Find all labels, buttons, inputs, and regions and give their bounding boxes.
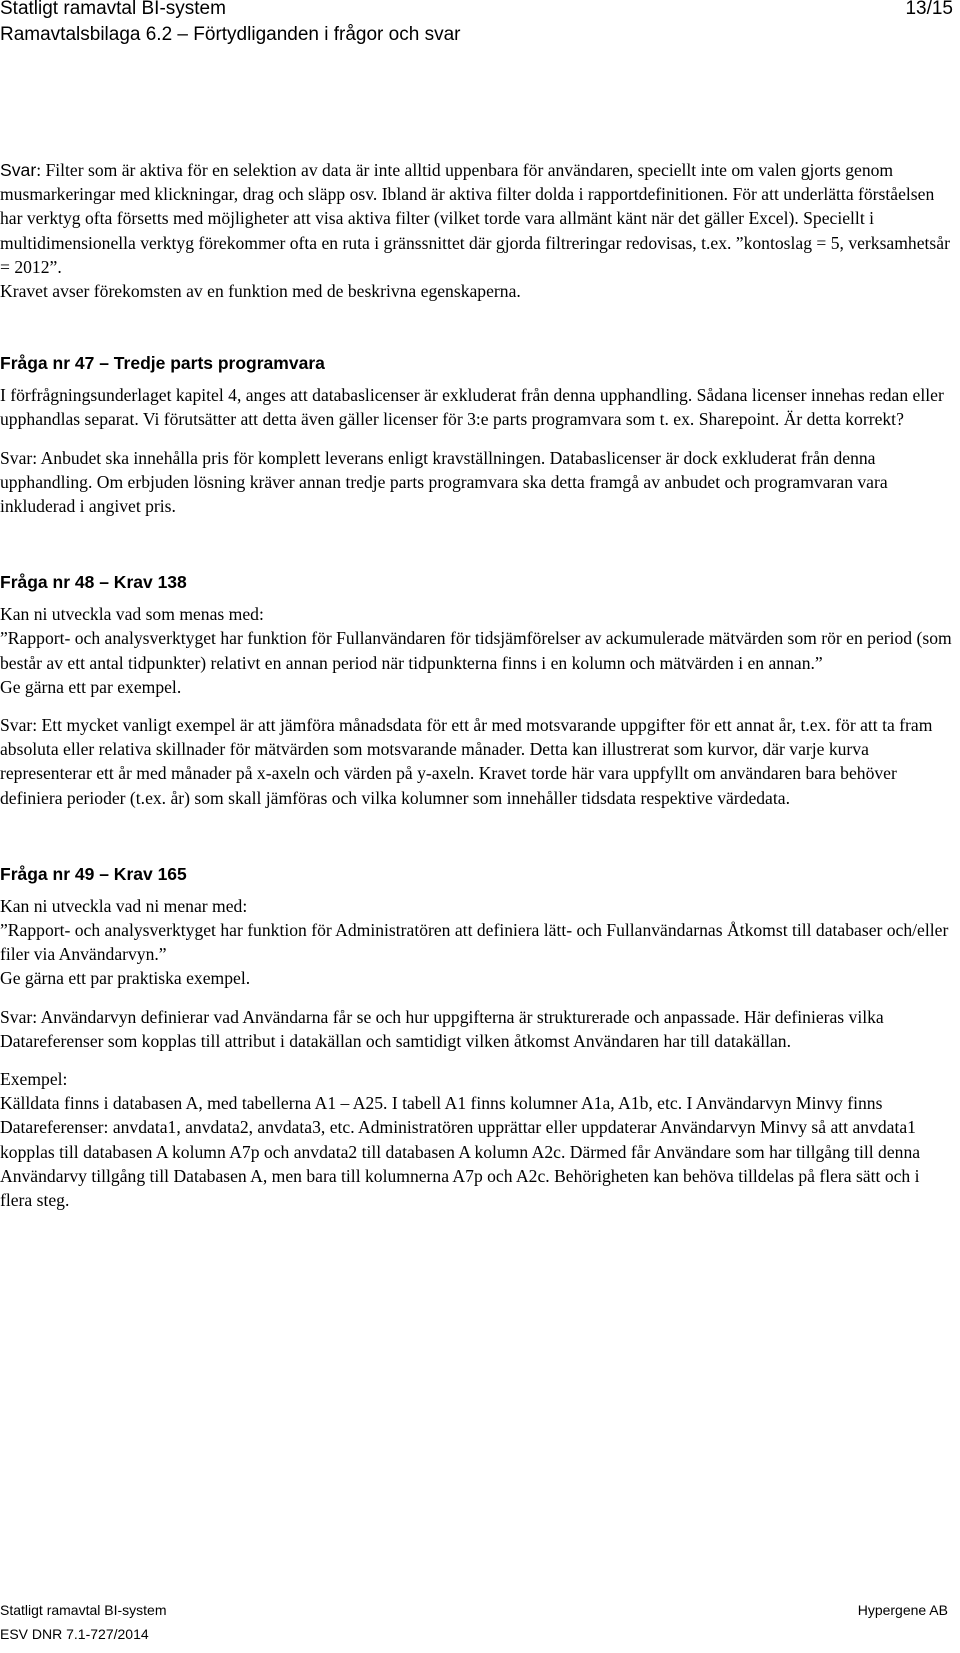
example-label: Exempel: bbox=[0, 1069, 68, 1090]
svar-label: Svar bbox=[0, 447, 33, 468]
intro-answer-section bbox=[0, 158, 955, 303]
question-48-intro: Kan ni utveckla vad som menas med: bbox=[0, 604, 264, 625]
question-48-request: Ge gärna ett par exempel. bbox=[0, 676, 182, 697]
document-subtitle: Ramavtalsbilaga 6.2 – Förtydliganden i frågor och svar bbox=[0, 24, 461, 45]
page-number: 13/15 bbox=[905, 0, 953, 19]
footer-document-title: Statligt ramavtal BI-system bbox=[0, 1602, 167, 1618]
question-47-section bbox=[0, 351, 955, 518]
question-48-section bbox=[0, 570, 955, 810]
question-49-heading: Fråga nr 49 – Krav 165 bbox=[0, 863, 187, 884]
footer-company: Hypergene AB bbox=[857, 1602, 948, 1618]
intro-answer-paragraph bbox=[0, 158, 955, 279]
question-49-section bbox=[0, 862, 955, 1212]
question-49-quote: ”Rapport- och analysverktyget har funktion för Administratören att definiera lätt- och Fullanvändarnas Åtkomst till databaser och/eller filer via Användarvyn.” bbox=[0, 920, 949, 965]
svar-label: Svar bbox=[0, 715, 33, 736]
intro-answer-text: : Filter som är aktiva för en selektion av data är inte alltid uppenbara för användaren, speciellt inte om valen gjorts genom musmarkeringar med klickningar, drag och släpp osv. Ibland är aktiva filter dolda i rapportdefinitionen. För att underlätta förståelsen har verktyg ofta försetts med möjligheter att visa aktiva filter (vilket torde vara allmänt känt när det gäller Excel). Speciellt i multidimensionella verktyg förekommer ofta en ruta i gränssnittet där gjorda filtreringar redovisas, t.ex. ”kontoslag = 5, verksamhetsår = 2012”. bbox=[0, 160, 950, 277]
question-47-text: I förfrågningsunderlaget kapitel 4, anges att databaslicenser är exkluderat från denna upphandling. Sådana licenser innehas redan eller upphandlas separat. Vi förutsätter att detta även gäller licenser för 3:e parts programvara som t. ex. Sharepoint. Är detta korrekt? bbox=[0, 385, 944, 430]
intro-requirement-note: Kravet avser förekomsten av en funktion med de beskrivna egenskaperna. bbox=[0, 281, 521, 302]
question-48-quote: ”Rapport- och analysverktyget har funktion för Fullanvändaren för tidsjämförelser av ackumulerade mätvärden som rör en period (som består av ett antal tidpunkter) relativt en annan period när tidpunkterna finns i en kolumn och mätvärden i en annan.” bbox=[0, 628, 952, 673]
svar-label: Svar bbox=[0, 160, 37, 180]
question-48-heading: Fråga nr 48 – Krav 138 bbox=[0, 572, 187, 593]
question-47-answer-text: : Anbudet ska innehålla pris för komplett leverans enligt kravställningen. Databaslicenser är dock exkluderat från denna upphandling. Om erbjuden lösning kräver annan tredje parts programvara ska detta framgå av anbudet och programvaran vara inkluderad i angivet pris. bbox=[0, 447, 888, 517]
document-body bbox=[0, 158, 955, 1212]
question-47-heading: Fråga nr 47 – Tredje parts programvara bbox=[0, 353, 325, 374]
example-text: Källdata finns i databasen A, med tabellerna A1 – A25. I tabell A1 finns kolumner A1a, A1b, etc. I Användarvyn Minvy finns Datareferenser: anvdata1, anvdata2, anvdata3, etc. Administratören upprättar eller uppdaterar Användarvyn Minvy så att anvdata1 kopplas till databasen A kolumn A7p och anvdata2 till databasen A kolumn A2c. Därmed får Användare som har tillgång till denna Användarvy tillgång till Databasen A, men bara till kolumnerna A7p och A2c. Behörigheten kan behöva tilldelas på flera sätt och i flera steg. bbox=[0, 1093, 921, 1211]
question-49-request: Ge gärna ett par praktiska exempel. bbox=[0, 968, 251, 989]
svar-label: Svar bbox=[0, 1006, 33, 1027]
question-49-answer-text: : Användarvyn definierar vad Användarna får se och hur uppgifterna är strukturerade och anpassade. Här definieras vilka Datareferenser som kopplas till attribut i datakällan och samtidigt vilken åtkomst Användaren har till datakällan. bbox=[0, 1006, 884, 1051]
document-title: Statligt ramavtal BI-system bbox=[0, 0, 226, 19]
question-48-answer-text: : Ett mycket vanligt exempel är att jämföra månadsdata för ett år med motsvarande uppgifter för ett annat år, t.ex. för att ta fram absoluta eller relativa skillnader för mätvärden som motsvarande månader. Detta kan illustrerat som kurvor, där varje kurva representerar ett år med månader på x-axeln och värden på y-axeln. Kravet torde här vara uppfyllt om användaren bara behöver definiera perioder (t.ex. år) som skall jämföras och vilka kolumner som innehåller tidsdata respektive värdedata. bbox=[0, 715, 933, 808]
question-49-answer bbox=[0, 1005, 955, 1053]
question-49-intro: Kan ni utveckla vad ni menar med: bbox=[0, 895, 248, 916]
question-47-answer bbox=[0, 446, 955, 519]
question-48-answer bbox=[0, 713, 955, 810]
footer-reference-number: ESV DNR 7.1-727/2014 bbox=[0, 1626, 149, 1642]
